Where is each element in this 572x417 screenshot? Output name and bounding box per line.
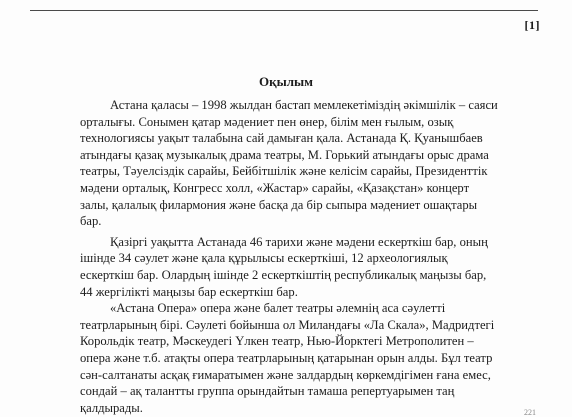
text-line: технологиясы уақыт талабына сай дамыған қала. Астанада Қ. Қуанышбаев bbox=[80, 131, 483, 146]
top-divider bbox=[30, 10, 538, 11]
text-line: ескерткіш бар. Олардың ішінде 2 ескерткіштің республикалық маңызы бар, bbox=[80, 267, 487, 282]
text-line: орталығы. Сонымен қатар мәдениет пен өнер, білім мен ғылым, озық bbox=[80, 114, 454, 129]
paragraph-3 bbox=[80, 300, 546, 416]
text-line: «Астана Опера» опера және балет театры әлемнің аса сәулетті bbox=[110, 301, 446, 316]
section-title: Оқылым bbox=[258, 74, 314, 89]
text-line: театрларының бірі. Сәулеті бойынша ол Миландағы «Ла Скала», Мадридтегі bbox=[80, 317, 495, 332]
text-line: бар. bbox=[80, 214, 102, 229]
text-line: 44 жергілікті маңызы бар ескерткіш бар. bbox=[80, 284, 298, 299]
text-line: мәдени орталық, Конгресс холл, «Жастар» сарайы, «Қазақстан» концерт bbox=[80, 180, 470, 195]
reading-text bbox=[80, 97, 546, 416]
text-line: опера және т.б. атақты опера театрларының қатарынан орын алды. Бұл театр bbox=[80, 350, 493, 365]
text-line: залы, қалалық филармония және басқа да бір сыпыра мәдениет ошақтары bbox=[80, 197, 478, 212]
text-line: қалдырады. bbox=[80, 400, 143, 415]
text-line: Астана қаласы – 1998 жылдан бастап мемлекетіміздің әкімшілік – саяси bbox=[110, 98, 498, 112]
text-line: сән-салтанаты асқақ ғимаратымен және залдардың көркемдігімен ғана емес, bbox=[80, 367, 491, 382]
paragraph-2 bbox=[80, 234, 546, 300]
score-mark: [1] bbox=[524, 18, 540, 32]
paragraph-1 bbox=[80, 97, 546, 230]
text-line: сондай – ақ талантты группа орындайтын тамаша репертуарымен таң bbox=[80, 384, 455, 399]
text-line: Қазіргі уақытта Астанада 46 тарихи және мәдени ескерткіш бар, оның bbox=[110, 234, 488, 249]
text-line: Корольдік театр, Мәскеудегі Үлкен театр, Нью-Йорктегі Метрополитен – bbox=[80, 334, 474, 349]
text-line: ішінде 34 сәулет және қала құрылысы ескерткіші, 12 археологиялық bbox=[80, 251, 448, 266]
page-corner-number: 221 bbox=[524, 408, 536, 417]
text-line: атындағы қазақ музыкалық драма театры, М. Горький атындағы орыс драма bbox=[80, 147, 489, 162]
text-line: театры, Тәуелсіздік сарайы, Бейбітшілік және келісім сарайы, Президенттік bbox=[80, 164, 488, 179]
